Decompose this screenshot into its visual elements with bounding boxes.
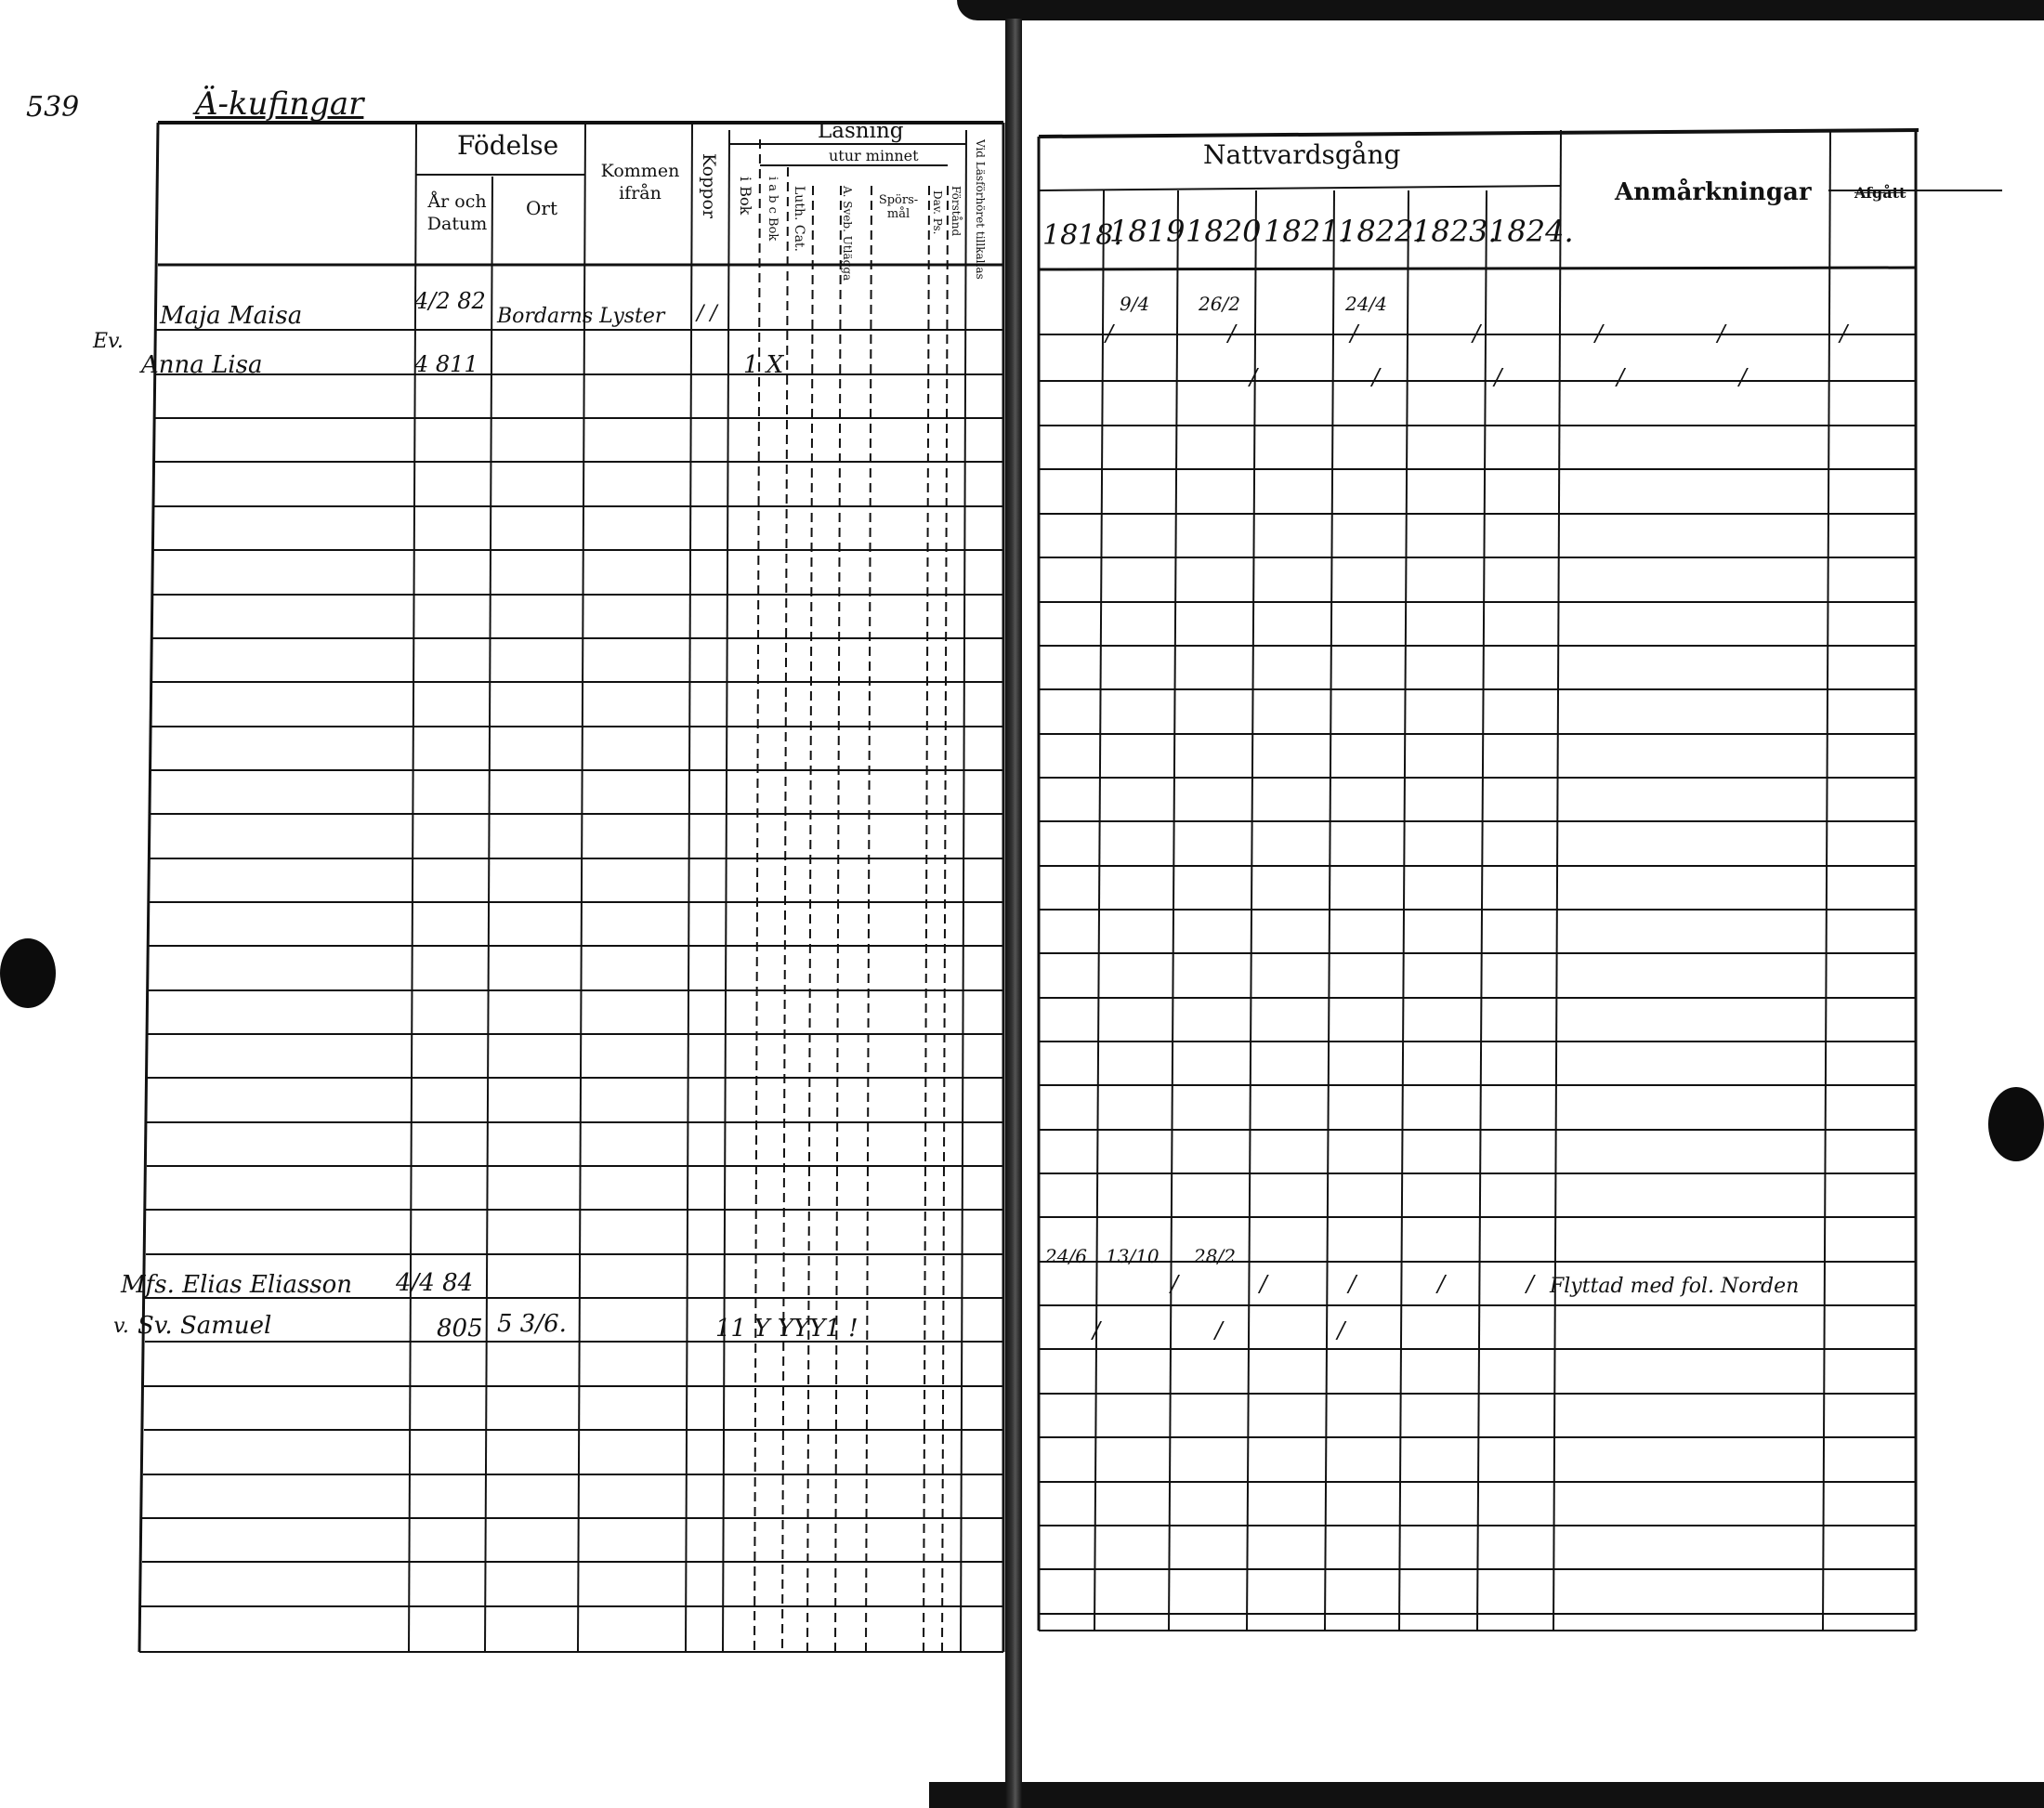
header-sporsmal: Spörs-mål bbox=[878, 193, 919, 221]
page-number: 539 bbox=[26, 91, 80, 124]
entry-lasning-marks: 1 X bbox=[743, 351, 784, 379]
header-utur-minnet: utur minnet bbox=[829, 147, 919, 164]
communion-ticks: / / / / / bbox=[1171, 1271, 1571, 1297]
header-kommen-fran: Kommen ifrån bbox=[600, 161, 680, 203]
entry-lasning-marks: / / bbox=[697, 302, 717, 325]
header-ort: Ort bbox=[526, 197, 557, 219]
communion-date: 26/2 bbox=[1199, 293, 1240, 315]
year-1823: 1823. bbox=[1412, 214, 1498, 249]
year-1824: 1824. bbox=[1488, 214, 1574, 249]
entry-birth: 4 811 bbox=[414, 351, 478, 377]
communion-date: 13/10 bbox=[1106, 1245, 1160, 1267]
remark-text: Flyttad med fol. Norden bbox=[1550, 1275, 1800, 1298]
header-i-bok: i Bok bbox=[737, 177, 754, 216]
entry-place: Bordarns Lyster bbox=[497, 305, 665, 328]
year-1818: 1818. bbox=[1042, 219, 1122, 252]
header-nattvardsgang: Nattvardsgång bbox=[1203, 139, 1401, 170]
communion-ticks: / / / bbox=[1093, 1317, 1399, 1343]
communion-ticks: / / / / / / / bbox=[1106, 321, 1902, 347]
header-luth-cat: Luth. Cat. bbox=[792, 186, 806, 252]
header-lasning: Läsning bbox=[818, 119, 904, 143]
year-1819: 1819 bbox=[1109, 214, 1186, 249]
entry-name: Anna Lisa bbox=[141, 351, 263, 379]
header-svebilius: A. Sveb. Utlägga bbox=[841, 186, 854, 282]
entry-birth: 4/2 82 bbox=[414, 288, 486, 314]
entry-lasning-marks: 11 Y YYY1 ! bbox=[715, 1315, 858, 1343]
header-abc-bok: i a b c Bok bbox=[766, 177, 780, 242]
header-ar-och-datum: År och Datum bbox=[426, 191, 488, 234]
entry-birth: 805 bbox=[437, 1315, 483, 1343]
entry-name: Mfs. Elias Eliasson bbox=[121, 1271, 353, 1299]
entry-name: Sv. Samuel bbox=[138, 1312, 272, 1340]
year-1822: 1822. bbox=[1338, 214, 1423, 249]
communion-date: 9/4 bbox=[1120, 293, 1150, 315]
header-afgatt: Afgått bbox=[1854, 184, 1906, 202]
communion-date: 24/6 bbox=[1045, 1245, 1087, 1267]
entry-name: Maja Maisa bbox=[160, 302, 303, 330]
header-forstand: Förstånd bbox=[950, 186, 963, 237]
header-anmarkningar: Anmårkningar bbox=[1615, 178, 1812, 206]
entry-place: 5 3/6. bbox=[497, 1310, 567, 1338]
communion-ticks: / / / / / bbox=[1250, 364, 1801, 390]
header-koppor: Koppor bbox=[699, 153, 719, 218]
communion-date: 28/2 bbox=[1194, 1245, 1236, 1267]
entry-prefix: Ev. bbox=[93, 330, 124, 353]
header-vid-lasforhor: Vid Läsförhöret tillkallas bbox=[974, 139, 987, 280]
header-dav-ps: Dav. Ps. bbox=[931, 190, 944, 235]
section-title: Ä-kufingar bbox=[195, 85, 364, 123]
entry-birth: 4/4 84 bbox=[396, 1269, 474, 1297]
communion-date: 24/4 bbox=[1345, 293, 1387, 315]
header-fodelse: Födelse bbox=[457, 130, 559, 161]
year-1821: 1821. bbox=[1264, 214, 1349, 249]
year-1820: 1820 bbox=[1186, 214, 1262, 249]
entry-prefix: v. bbox=[113, 1315, 129, 1338]
